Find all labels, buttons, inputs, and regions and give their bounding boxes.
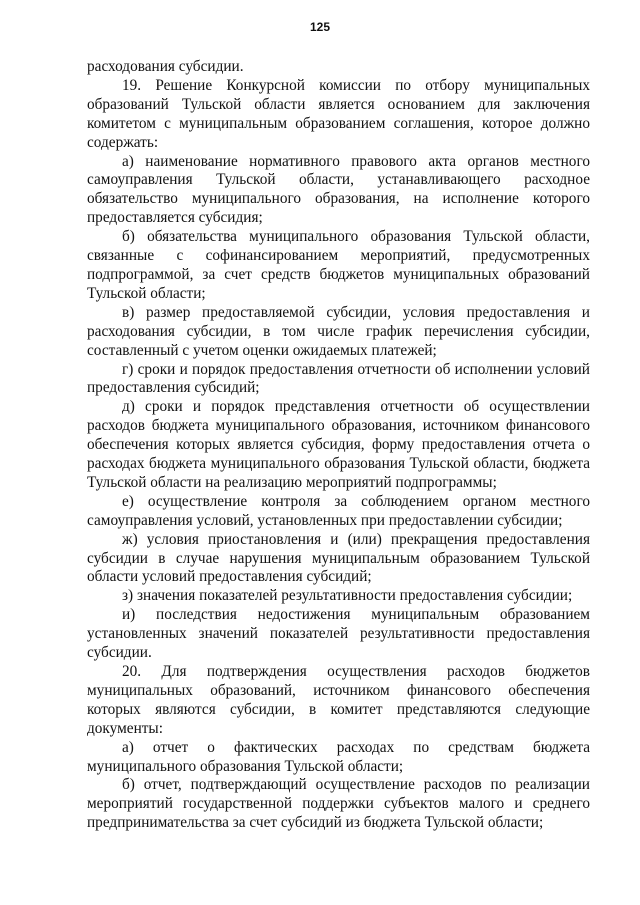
paragraph-item-zh: ж) условия приостановления и (или) прекращения предоставления субсидии в случае нарушения муниципальным образованием Тульской области условий предоставления субсидий;	[87, 530, 590, 586]
paragraph-item-b-2: б) отчет, подтверждающий осуществление расходов по реализации мероприятий государственной поддержки субъектов малого и среднего предпринимательства за счет субсидий из бюджета Тульской области;	[87, 776, 590, 832]
paragraph-item-b: б) обязательства муниципального образования Тульской области, связанные с софинансированием мероприятий, предусмотренных подпрограммой, за счет средств бюджетов муниципальных образований Тульской области;	[87, 228, 590, 302]
paragraph-item-e: е) осуществление контроля за соблюдением органом местного самоуправления условий, установленных при предоставлении субсидии;	[87, 492, 590, 529]
paragraph-item-d: д) сроки и порядок представления отчетности об осуществлении расходов бюджета муниципального образования, источником финансового обеспечения которых является субсидия, форму предоставления отчета о расходах бюджета муниципального образования Тульской области, бюджета Тульской области на реализацию мероприятий подпрограммы;	[87, 398, 590, 491]
paragraph-clause-19: 19. Решение Конкурсной комиссии по отбору муниципальных образований Тульской области является основанием для заключения комитетом с муниципальным образованием соглашения, которое должно содержать:	[87, 76, 590, 151]
paragraph-continuation: расходования субсидии.	[87, 58, 244, 75]
paragraph-clause-20: 20. Для подтверждения осуществления расходов бюджетов муниципальных образований, источником финансового обеспечения которых являются субсидии, в комитет представляются следующие документы:	[87, 663, 590, 737]
paragraph-item-a-2: а) отчет о фактических расходах по средствам бюджета муниципального образования Тульской области;	[87, 738, 590, 775]
paragraph-item-z: з) значения показателей результативности предоставления субсидии;	[122, 587, 573, 605]
page-number: 125	[309, 20, 331, 34]
paragraph-item-i: и) последствия недостижения муниципальным образованием установленных значений показателей результативности предоставления субсидии.	[87, 606, 590, 662]
paragraph-item-v: в) размер предоставляемой субсидии, условия предоставления и расходования субсидии, в том числе график перечисления субсидии, составленный с учетом оценки ожидаемых платежей;	[87, 303, 590, 359]
paragraph-item-g: г) сроки и порядок предоставления отчетности об исполнении условий предоставления субсидий;	[87, 360, 590, 397]
document-body	[87, 58, 590, 833]
paragraph-item-a: а) наименование нормативного правового акта органов местного самоуправления Тульской области, устанавливающего расходное обязательство муниципального образования, на исполнение которого предоставляется субсидия;	[87, 152, 590, 227]
